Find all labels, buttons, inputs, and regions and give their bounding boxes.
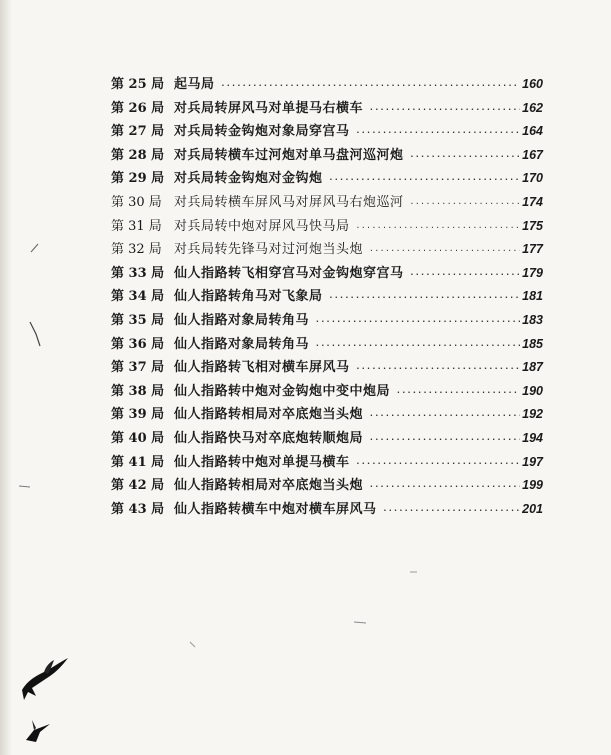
page-number: 179 <box>522 265 543 280</box>
game-title: 仙人指路转飞相穿宫马对金钩炮穿宫马 <box>174 265 404 281</box>
ink-blot-mark <box>20 710 60 750</box>
game-title: 起马局 <box>174 77 215 92</box>
game-title: 仙人指路转中炮对金钩炮中变中炮局 <box>174 383 391 399</box>
dot-leader <box>396 381 520 405</box>
toc-entry <box>111 97 543 121</box>
game-number: 第 37 局 <box>111 360 165 376</box>
toc-entry <box>111 380 543 404</box>
game-title: 仙人指路转相局对卒底炮当头炮 <box>174 407 364 423</box>
toc-entry <box>111 191 543 215</box>
toc-entry <box>111 120 543 144</box>
toc-entry <box>111 356 543 380</box>
toc-entry <box>111 73 543 97</box>
page-edge-shadow <box>0 0 12 755</box>
game-number: 第 40 局 <box>111 430 165 446</box>
game-number: 第 35 局 <box>111 312 165 328</box>
dot-leader <box>369 428 520 452</box>
toc-entry <box>111 474 543 498</box>
game-title: 仙人指路对象局转角马 <box>174 336 310 352</box>
game-title: 仙人指路转角马对飞象局 <box>174 289 323 305</box>
game-number: 第 29 局 <box>111 171 165 187</box>
page-number: 185 <box>522 336 543 351</box>
page-number: 190 <box>522 383 543 398</box>
toc-entry <box>111 333 543 357</box>
game-title: 仙人指路转横车中炮对横车屏风马 <box>174 501 377 517</box>
pencil-mark <box>26 320 46 350</box>
page-number: 175 <box>522 218 543 233</box>
toc-entry <box>111 285 543 309</box>
game-title: 仙人指路转中炮对单提马横车 <box>174 454 350 470</box>
game-number: 第 25 局 <box>111 77 165 92</box>
dot-leader <box>369 239 520 263</box>
game-number: 第 39 局 <box>111 407 165 423</box>
dot-leader <box>410 145 521 169</box>
game-title: 对兵局转横车屏风马对屏风马右炮巡河 <box>174 194 404 210</box>
dot-leader <box>315 310 520 334</box>
game-number: 第 32 局 <box>111 242 162 258</box>
toc-entry <box>111 167 543 191</box>
page-number: 181 <box>522 289 543 304</box>
page-number: 160 <box>522 77 543 91</box>
ink-blot-bird-mark <box>14 650 74 705</box>
toc-entry <box>111 144 543 168</box>
dot-leader <box>369 98 520 122</box>
table-of-contents <box>111 73 543 521</box>
dot-leader <box>329 168 521 192</box>
page-number: 197 <box>522 454 543 469</box>
game-title: 仙人指路转飞相对横车屏风马 <box>174 360 350 376</box>
page-number: 194 <box>522 430 543 445</box>
game-title: 仙人指路快马对卒底炮转顺炮局 <box>174 430 364 446</box>
game-title: 对兵局转横车过河炮对单马盘河巡河炮 <box>174 147 404 163</box>
game-number: 第 28 局 <box>111 147 165 163</box>
game-number: 第 42 局 <box>111 478 165 494</box>
game-number: 第 26 局 <box>111 100 165 116</box>
dot-leader <box>410 192 521 216</box>
toc-entry <box>111 262 543 286</box>
game-number: 第 27 局 <box>111 124 165 140</box>
game-number: 第 34 局 <box>111 289 165 305</box>
game-number: 第 38 局 <box>111 383 165 399</box>
page-number: 199 <box>522 478 543 493</box>
toc-entry <box>111 498 543 522</box>
game-title: 仙人指路转相局对卒底炮当头炮 <box>174 478 364 494</box>
page-number: 170 <box>522 171 543 186</box>
dust-mark <box>18 482 32 490</box>
dot-leader <box>329 286 521 310</box>
page-number: 187 <box>522 360 543 375</box>
dot-leader <box>383 499 521 523</box>
dot-leader <box>221 74 521 98</box>
game-number: 第 31 局 <box>111 218 162 234</box>
toc-entry <box>111 215 543 239</box>
game-number: 第 33 局 <box>111 265 165 281</box>
toc-entry <box>111 427 543 451</box>
game-title: 对兵局转中炮对屏风马快马局 <box>174 218 350 234</box>
game-number: 第 43 局 <box>111 501 165 517</box>
page-number: 162 <box>522 100 543 115</box>
game-number: 第 36 局 <box>111 336 165 352</box>
dot-leader <box>410 263 521 287</box>
game-title: 对兵局转金钩炮对象局穿宫马 <box>174 124 350 140</box>
game-number: 第 41 局 <box>111 454 165 470</box>
game-title: 仙人指路对象局转角马 <box>174 312 310 328</box>
dust-mark <box>408 568 420 576</box>
toc-entry <box>111 238 543 262</box>
dot-leader <box>356 121 521 145</box>
page-number: 167 <box>522 147 543 162</box>
page-number: 177 <box>522 242 543 257</box>
dot-leader <box>356 357 521 381</box>
game-title: 对兵局转金钩炮对金钩炮 <box>174 171 323 187</box>
page-number: 183 <box>522 312 543 327</box>
game-title: 对兵局转屏风马对单提马右横车 <box>174 100 364 116</box>
game-title: 对兵局转先锋马对过河炮当头炮 <box>174 242 364 258</box>
page-number: 192 <box>522 407 543 422</box>
dot-leader <box>315 334 520 358</box>
page-number: 164 <box>522 124 543 139</box>
toc-entry <box>111 403 543 427</box>
dust-mark <box>352 617 368 627</box>
pencil-mark <box>28 240 44 256</box>
dot-leader <box>356 452 521 476</box>
toc-entry <box>111 451 543 475</box>
page-number: 174 <box>522 194 543 209</box>
dot-leader <box>369 404 520 428</box>
toc-entry <box>111 309 543 333</box>
page-number: 201 <box>522 501 543 516</box>
game-number: 第 30 局 <box>111 194 162 210</box>
dot-leader <box>356 216 521 240</box>
dust-mark <box>188 640 198 650</box>
dot-leader <box>369 475 520 499</box>
